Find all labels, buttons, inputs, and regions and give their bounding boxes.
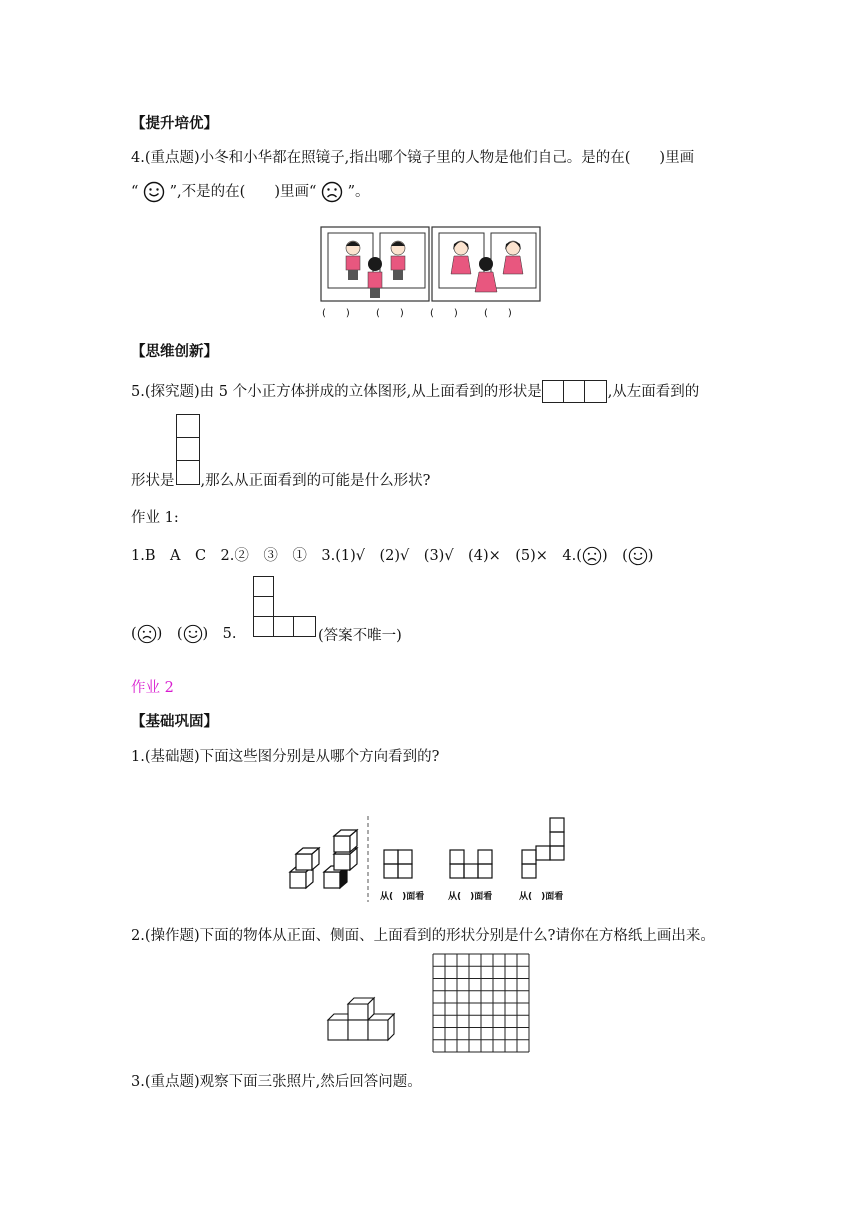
hw2-question-1: 1.(基础题)下面这些图分别是从哪个方向看到的? <box>131 749 440 765</box>
section-heading-jichu: 【基础巩固】 <box>131 713 218 730</box>
top-view-shape <box>542 380 608 404</box>
answers-line2: ( ) ( ) 5. <box>131 626 237 642</box>
frowny-face-icon <box>137 624 157 644</box>
answers-note: (答案不唯一) <box>318 628 402 644</box>
smiley-face-icon <box>628 546 648 566</box>
answers-line1: 1.B A C 2.② ③ ① 3.(1)√ (2)√ (3)√ (4)× (5)× 4.( ) ( ) <box>131 548 654 564</box>
cube-object <box>326 996 398 1044</box>
hw2-question-2: 2.(操作题)下面的物体从正面、侧面、上面看到的形状分别是什么?请你在方格纸上画出来。 <box>131 928 715 944</box>
paren-3: ( ) <box>430 308 458 319</box>
paren-2: ( ) <box>376 308 404 319</box>
section-heading-siwei: 【思维创新】 <box>131 343 218 360</box>
section-heading-tisheng: 【提升培优】 <box>131 115 218 132</box>
smiley-face-icon <box>143 181 165 203</box>
view-caption-2: 从( )面看 <box>448 892 493 902</box>
answers-title: 作业 1: <box>131 510 179 526</box>
question-4-line2: “ ”,不是的在( )里画“ ”。 <box>131 180 370 203</box>
question-5-line2: 形状是 ,那么从正面看到的可能是什么形状? <box>131 473 431 489</box>
homework-2-title: 作业 2 <box>131 680 174 696</box>
hw2-question-3: 3.(重点题)观察下面三张照片,然后回答问题。 <box>131 1074 422 1090</box>
boy-figure <box>346 241 405 298</box>
grid-paper <box>432 953 530 1053</box>
paren-4: ( ) <box>484 308 512 319</box>
answer-5-shape <box>253 576 317 638</box>
view-caption-3: 从( )面看 <box>519 892 564 902</box>
paren-1: ( ) <box>322 308 350 319</box>
frowny-face-icon <box>582 546 602 566</box>
girl-figure <box>451 241 523 292</box>
view-caption-1: 从( )面看 <box>380 892 425 902</box>
question-5-line1: 5.(探究题)由 5 个小正方体拼成的立体图形,从上面看到的形状是 ,从左面看到的 <box>131 380 699 404</box>
cube-stack <box>290 830 357 888</box>
frowny-face-icon <box>321 181 343 203</box>
question-4-line1: 4.(重点题)小冬和小华都在照镜子,指出哪个镜子里的人物是他们自己。是的在( )里画 <box>131 150 695 166</box>
smiley-face-icon <box>183 624 203 644</box>
